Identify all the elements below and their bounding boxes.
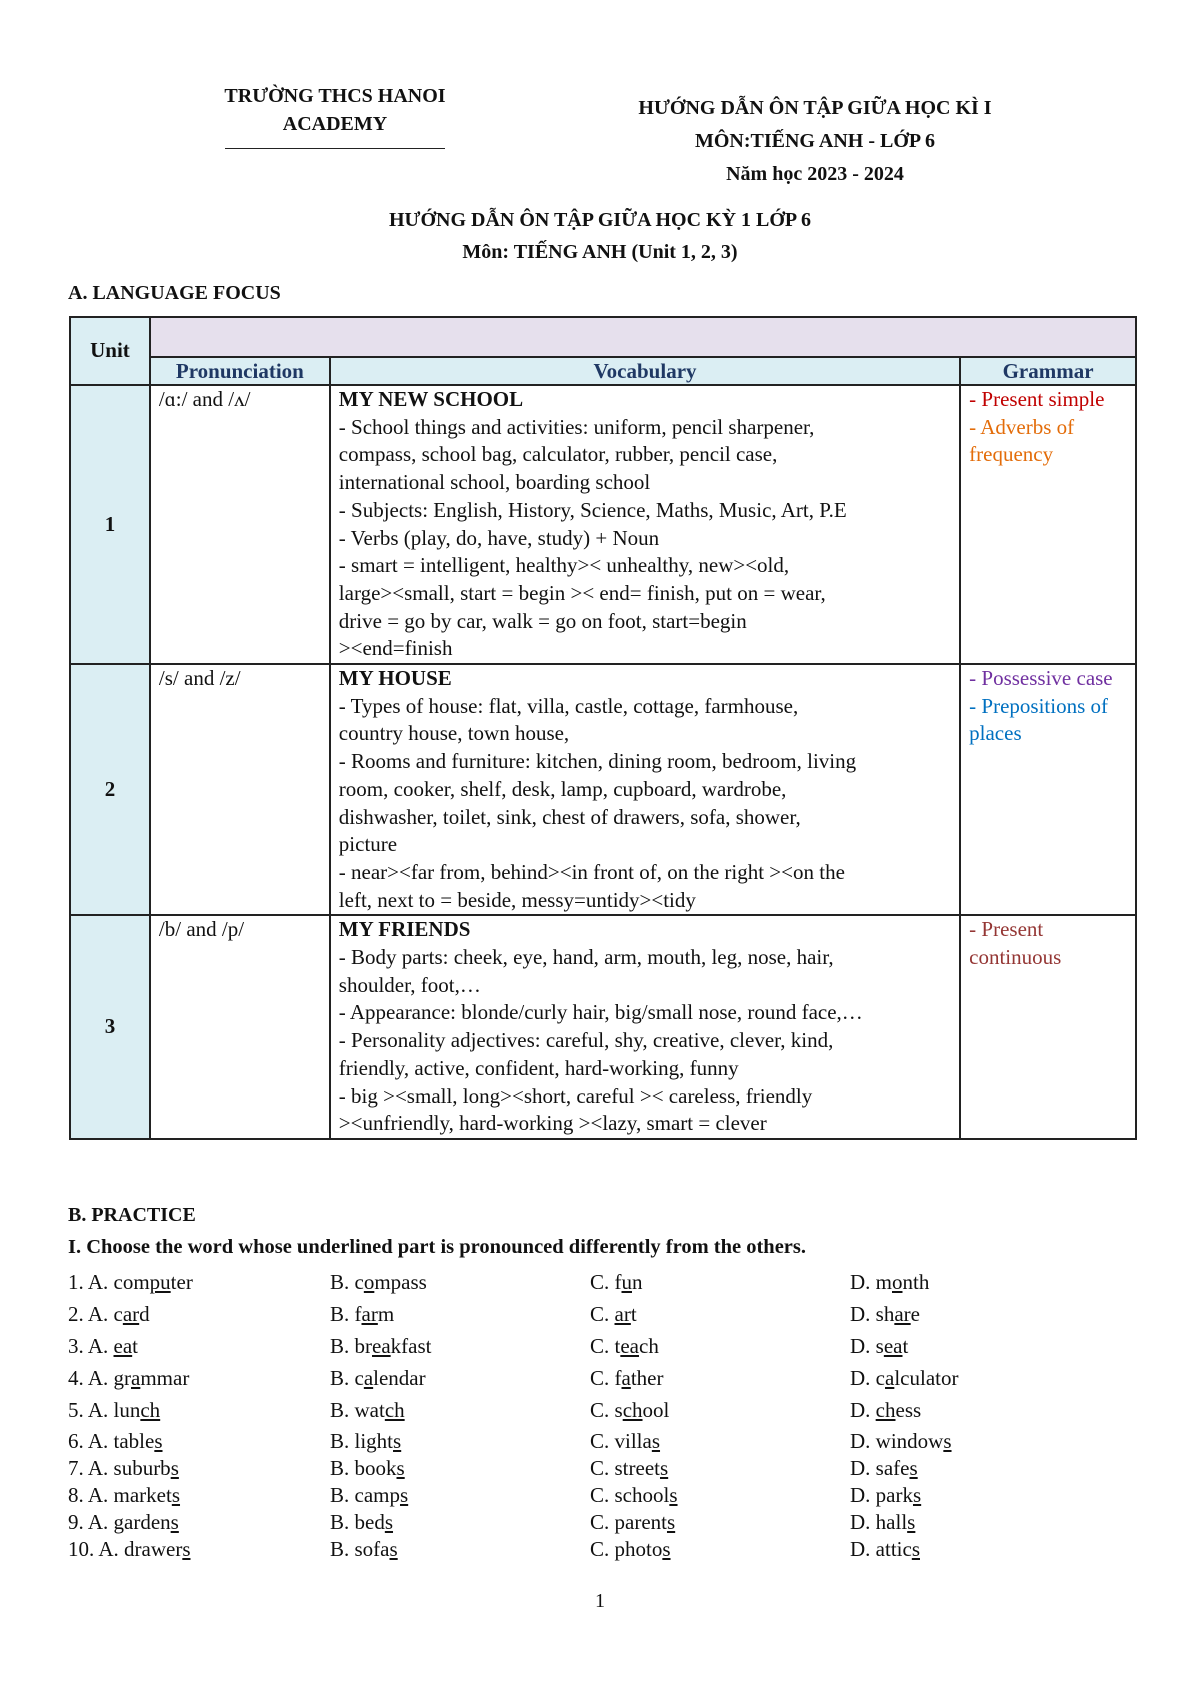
question-row: [68, 1302, 1148, 1330]
answer-option: 6. A. tables: [68, 1429, 163, 1453]
answer-option: 4. A. grammar: [68, 1366, 190, 1390]
pronunciation-cell: /s/ and /z/: [150, 664, 330, 915]
unit-row: [70, 385, 1136, 664]
vocabulary-line: - Personality adjectives: careful, shy, creative, clever, kind,: [338, 1028, 834, 1053]
underlined-part: a: [363, 1366, 374, 1390]
answer-option: D. windows: [850, 1429, 952, 1453]
answer-option: B. farm: [330, 1302, 395, 1326]
vocabulary-line: country house, town house,: [338, 721, 570, 746]
unit-number: 1: [70, 385, 150, 664]
answer-option: D. chess: [850, 1398, 922, 1422]
answer-option: 2. A. card: [68, 1302, 150, 1326]
vocabulary-line: - near><far from, behind><in front of, on the right ><on the: [338, 859, 845, 884]
answer-option: C. school: [590, 1398, 670, 1422]
answer-option: B. breakfast: [330, 1334, 432, 1358]
unit-row: [70, 664, 1136, 915]
answer-option: B. books: [330, 1456, 405, 1480]
grammar-point: - Prepositions of places: [969, 693, 1108, 746]
pronunciation-column-header: Pronunciation: [150, 357, 330, 385]
guide-heading: [0, 204, 1200, 268]
answer-option: D. calculator: [850, 1366, 959, 1390]
answer-option: C. father: [590, 1366, 664, 1390]
underlined-part: s: [170, 1456, 179, 1480]
answer-option: D. share: [850, 1302, 920, 1326]
underlined-part: s: [662, 1537, 671, 1561]
answer-option: 9. A. gardens: [68, 1510, 179, 1534]
guide-line1: HƯỚNG DẪN ÔN TẬP GIỮA HỌC KỲ 1 LỚP 6: [388, 209, 812, 231]
vocabulary-line: - Body parts: cheek, eye, hand, arm, mouth, leg, nose, hair,: [338, 945, 834, 970]
vocabulary-line: ><end=finish: [338, 636, 453, 661]
answer-option: B. beds: [330, 1510, 394, 1534]
answer-option: C. schools: [590, 1483, 678, 1507]
vocabulary-line: picture: [338, 832, 398, 857]
underlined-part: u: [621, 1270, 632, 1294]
vocabulary-line: - Verbs (play, do, have, study) + Noun: [338, 525, 660, 550]
underlined-part: ea: [372, 1334, 391, 1358]
underlined-part: s: [666, 1510, 676, 1534]
underlined-part: ar: [122, 1302, 140, 1326]
underlined-part: ar: [894, 1302, 911, 1326]
answer-option: 3. A. eat: [68, 1334, 139, 1358]
vocabulary-line: room, cooker, shelf, desk, lamp, cupboard, wardrobe,: [338, 776, 787, 801]
header-band: [150, 317, 1136, 357]
unit-title: MY FRIENDS: [338, 917, 471, 942]
pronunciation-cell: /ɑ:/ and /ʌ/: [150, 385, 330, 664]
answer-option: D. safes: [850, 1456, 918, 1480]
underlined-part: s: [393, 1429, 402, 1453]
underlined-part: ar: [614, 1302, 631, 1326]
answer-option: C. parents: [590, 1510, 676, 1534]
answer-option: C. fun: [590, 1270, 643, 1294]
answer-option: B. calendar: [330, 1366, 426, 1390]
underlined-part: ea: [113, 1334, 133, 1358]
underlined-part: s: [171, 1483, 181, 1507]
answer-option: 10. A. drawers: [68, 1537, 191, 1561]
underlined-part: ch: [140, 1398, 161, 1422]
underlined-part: s: [943, 1429, 952, 1453]
school-name-line1: TRƯỜNG THCS HANOI: [224, 85, 446, 107]
answer-option: C. streets: [590, 1456, 669, 1480]
answer-option: 7. A. suburbs: [68, 1456, 179, 1480]
grammar-cell: [960, 915, 1136, 1139]
answer-option: C. villas: [590, 1429, 661, 1453]
vocabulary-line: drive = go by car, walk = go on foot, start=begin: [338, 608, 747, 633]
answer-option: B. compass: [330, 1270, 427, 1294]
grammar-cell: [960, 664, 1136, 915]
underlined-part: s: [911, 1537, 920, 1561]
vocabulary-line: ><unfriendly, hard-working ><lazy, smart = clever: [338, 1111, 767, 1136]
underlined-part: s: [384, 1510, 394, 1534]
underlined-part: s: [182, 1537, 191, 1561]
question-row: [68, 1510, 1148, 1538]
grammar-column-header: Grammar: [960, 357, 1136, 385]
unit-title: MY NEW SCHOOL: [338, 387, 524, 411]
answer-option: B. lights: [330, 1429, 402, 1453]
answer-option: B. camps: [330, 1483, 409, 1507]
question-row: [68, 1456, 1148, 1484]
underlined-part: s: [907, 1510, 916, 1534]
section-a-heading: A. LANGUAGE FOCUS: [68, 282, 281, 304]
question-row: [68, 1398, 1148, 1426]
school-name-line2: ACADEMY: [282, 113, 388, 135]
underlined-part: s: [170, 1510, 179, 1534]
answer-option: 8. A. markets: [68, 1483, 181, 1507]
vocabulary-line: dishwasher, toilet, sink, chest of drawers, sofa, shower,: [338, 804, 801, 829]
grammar-point: - Present simple: [969, 387, 1105, 411]
vocabulary-column-header: Vocabulary: [330, 357, 960, 385]
underlined-part: o: [892, 1270, 903, 1294]
underlined-part: s: [909, 1456, 918, 1480]
answer-option: D. parks: [850, 1483, 922, 1507]
vocabulary-line: - Rooms and furniture: kitchen, dining room, bedroom, living: [338, 749, 857, 774]
underlined-part: o: [363, 1270, 375, 1294]
answer-option: B. watch: [330, 1398, 405, 1422]
vocabulary-line: left, next to = beside, messy=untidy><tidy: [338, 887, 696, 912]
underlined-part: s: [389, 1537, 398, 1561]
answer-option: D. month: [850, 1270, 930, 1294]
vocabulary-line: - Appearance: blonde/curly hair, big/small nose, round face,…: [338, 1000, 863, 1025]
unit-number: 2: [70, 664, 150, 915]
underlined-part: a: [621, 1366, 631, 1390]
question-row: [68, 1537, 1148, 1565]
answer-option: B. sofas: [330, 1537, 398, 1561]
underlined-part: ea: [620, 1334, 639, 1358]
question-row: [68, 1270, 1148, 1298]
answer-option: C. art: [590, 1302, 637, 1326]
underlined-part: s: [399, 1483, 409, 1507]
school-name-block: [190, 82, 480, 149]
vocabulary-line: - Subjects: English, History, Science, Maths, Music, Art, P.E: [338, 497, 847, 522]
unit-column-header: Unit: [70, 317, 150, 385]
vocabulary-cell: [330, 915, 960, 1139]
underlined-part: s: [659, 1456, 669, 1480]
pronunciation-cell: /b/ and /p/: [150, 915, 330, 1139]
language-focus-rows: [70, 385, 1136, 1139]
underlined-part: ch: [875, 1398, 896, 1422]
answer-option: D. halls: [850, 1510, 916, 1534]
underlined-part: s: [154, 1429, 163, 1453]
answer-option: D. seat: [850, 1334, 909, 1358]
answer-option: C. teach: [590, 1334, 659, 1358]
grammar-point: - Adverbs of frequency: [969, 414, 1075, 467]
vocabulary-line: friendly, active, confident, hard-working, funny: [338, 1055, 739, 1080]
underlined-part: pu: [149, 1270, 171, 1294]
section-b-heading: B. PRACTICE: [68, 1204, 196, 1226]
question-row: [68, 1334, 1148, 1362]
guide-line2: Môn: TIẾNG ANH (Unit 1, 2, 3): [462, 241, 738, 263]
language-focus-table: [69, 316, 1137, 1140]
grammar-point: - Present continuous: [969, 917, 1062, 970]
vocabulary-line: large><small, start = begin >< end= finish, put on = wear,: [338, 580, 826, 605]
unit-row: [70, 915, 1136, 1139]
answer-option: 1. A. computer: [68, 1270, 193, 1294]
underlined-part: s: [669, 1483, 678, 1507]
vocabulary-cell: [330, 664, 960, 915]
unit-title: MY HOUSE: [338, 666, 452, 691]
answer-option: 5. A. lunch: [68, 1398, 161, 1422]
underlined-part: s: [396, 1456, 405, 1480]
underlined-part: s: [651, 1429, 661, 1453]
vocabulary-line: - School things and activities: uniform, pencil sharpener,: [338, 414, 815, 439]
title-line1: HƯỚNG DẪN ÔN TẬP GIỮA HỌC KÌ I: [638, 97, 992, 119]
page-number: 1: [595, 1590, 605, 1612]
vocabulary-line: shoulder, foot,…: [338, 972, 481, 997]
title-line3: Năm học 2023 - 2024: [726, 163, 904, 185]
vocabulary-line: compass, school bag, calculator, rubber, pencil case,: [338, 442, 778, 467]
underlined-part: ch: [384, 1398, 405, 1422]
vocabulary-line: - big ><small, long><short, careful >< careless, friendly: [338, 1083, 813, 1108]
vocabulary-line: - smart = intelligent, healthy>< unhealthy, new><old,: [338, 553, 790, 578]
underlined-part: a: [131, 1366, 141, 1390]
underlined-part: s: [912, 1483, 922, 1507]
vocabulary-line: international school, boarding school: [338, 470, 651, 495]
header-divider: [225, 148, 445, 149]
unit-number: 3: [70, 915, 150, 1139]
title-line2: MÔN:TIẾNG ANH - LỚP 6: [694, 130, 935, 152]
document-title-block: [560, 92, 1070, 191]
exercise-instruction: I. Choose the word whose underlined part is pronounced differently from the others.: [68, 1236, 807, 1258]
underlined-part: ch: [622, 1398, 643, 1422]
vocabulary-cell: [330, 385, 960, 664]
grammar-cell: [960, 385, 1136, 664]
answer-option: C. photos: [590, 1537, 671, 1561]
question-row: [68, 1366, 1148, 1394]
question-row: [68, 1483, 1148, 1511]
underlined-part: a: [885, 1366, 895, 1390]
question-row: [68, 1429, 1148, 1457]
underlined-part: ar: [361, 1302, 378, 1326]
underlined-part: ea: [883, 1334, 903, 1358]
grammar-point: - Possessive case: [969, 666, 1113, 691]
answer-option: D. attics: [850, 1537, 920, 1561]
vocabulary-line: - Types of house: flat, villa, castle, cottage, farmhouse,: [338, 693, 799, 718]
